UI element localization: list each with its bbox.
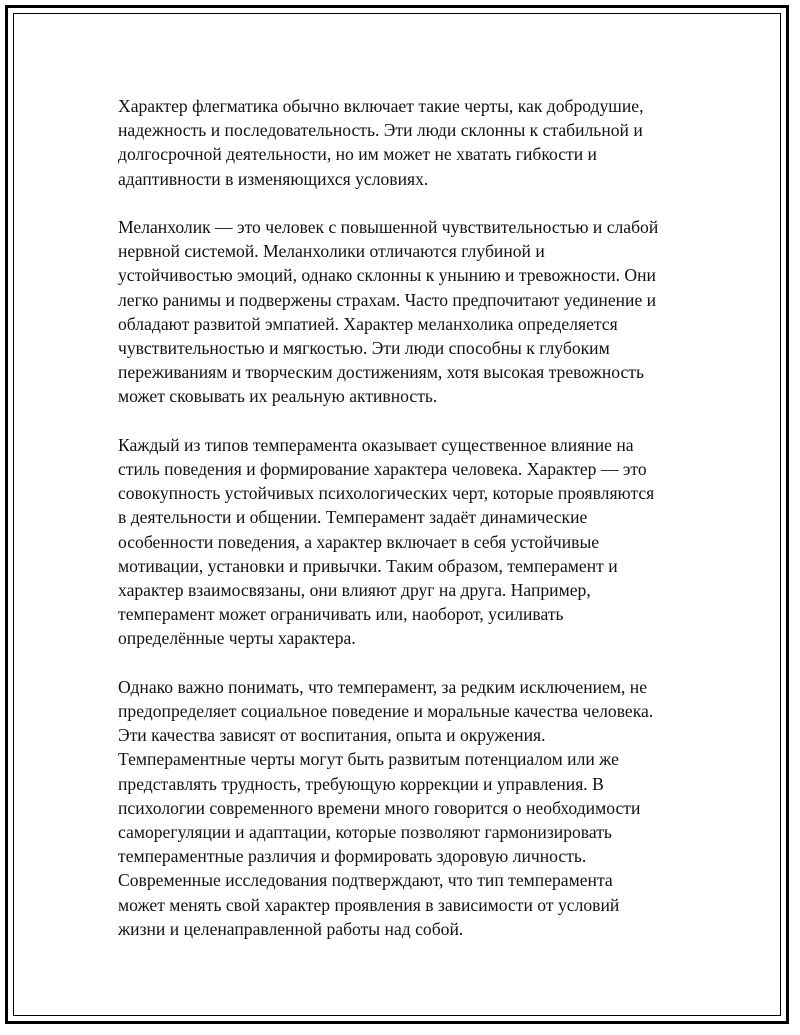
paragraph-temperament-character: Каждый из типов темперамента оказывает существенное влияние на стиль поведения и формирование характера человека. Характер — это совокупность устойчивых психологических черт, которые проявляются в деятельности и общении. Темперамент задаёт динамические особенности поведения, а характер включает в себя устойчивые мотивации, установки и привычки. Таким образом, темперамент и характер взаимосвязаны, они влияют друг на друга. Например, темперамент может ограничивать или, наоборот, усиливать определённые черты характера. bbox=[118, 434, 655, 649]
paragraph-conclusion: Однако важно понимать, что темперамент, за редким исключением, не предопределяет социальное поведение и моральные качества человека. Эти качества зависят от воспитания, опыта и окружения. Темпераментные черты могут быть развитым потенциалом или же представлять трудность, требующую коррекции и управления. В психологии современного времени много говорится о необходимости саморегуляции и адаптации, которые позволяют гармонизировать темпераментные различия и формировать здоровую личность. Современные исследования подтверждают, что тип темперамента может менять свой характер проявления в зависимости от условий жизни и целенаправленной работы над собой. bbox=[118, 676, 654, 939]
document-body bbox=[118, 94, 698, 965]
paragraph-phlegmatic: Характер флегматика обычно включает такие черты, как добродушие, надежность и последовательность. Эти люди склонны к стабильной и долгосрочной деятельности, но им может не хватать гибкости и адаптивности в изменяющихся условиях. bbox=[118, 96, 644, 189]
paragraph-melancholic: Меланхолик — это человек с повышенной чувствительностью и слабой нервной системой. Меланхолики отличаются глубиной и устойчивостью эмоций, однако склонны к унынию и тревожности. Они легко ранимы и подвержены страхам. Часто предпочитают уединение и обладают развитой эмпатией. Характер меланхолика определяется чувствительностью и мягкостью. Эти люди способны к глубоким переживаниям и творческим достижениям, хотя высокая тревожность может сковывать их реальную активность. bbox=[118, 217, 659, 407]
